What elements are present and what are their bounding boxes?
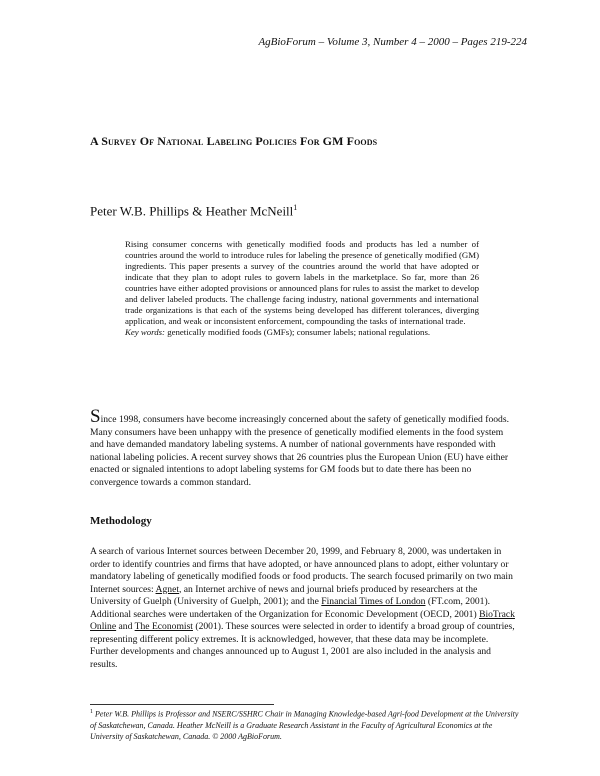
abstract	[125, 239, 479, 338]
footnote-marker: 1	[90, 709, 93, 715]
methodology-text-5: (2001). These sources were selected in order to identify a broad group of countries, representing different policy extremes. It is acknowledged, however, that these data may be incomplete. Further developments and changes announced up to August 1, 2001 are also included in the analysis and results.	[90, 621, 515, 670]
abstract-text: Rising consumer concerns with genetically modified foods and products has led a number of countries around the world to introduce rules for labeling the presence of genetically modified (GM) ingredients. This paper presents a survey of the countries around the world that have adopted or indicate that they plan to adopt rules to govern labels in the marketplace. So far, more than 26 countries have either adopted provisions or announced plans for rules to assist the market to develop and deliver labeled products. The challenge facing industry, national governments and international trade organizations is that each of the systems being developed has different tolerances, diverging application, and weak or inconsistent enforcement, compounding the tasks of international trade.	[125, 239, 479, 326]
intro-paragraph	[90, 406, 518, 490]
biotrack-link[interactable]: BioTrack Online	[90, 608, 515, 632]
journal-header: AgBioForum – Volume 3, Number 4 – 2000 – Pages 219-224	[258, 36, 527, 48]
financial-times-link[interactable]: Financial Times of London	[321, 596, 426, 607]
keywords	[125, 327, 479, 338]
intro-text: ince 1998, consumers have become increasingly concerned about the safety of genetically modified foods. Many consumers have been unhappy with the presence of genetically modified elements in the food system and have demanded mandatory labeling systems. A number of national governments have responded with national labeling policies. A recent survey shows that 26 countries plus the European Union (EU) have either enacted or signaled intentions to adopt labeling systems for GM foods but to date there has been no convergence towards a common standard.	[90, 414, 509, 488]
footnote-divider	[90, 704, 274, 705]
drop-cap: S	[90, 406, 101, 427]
paper-title: A Survey Of National Labeling Policies For GM Foods	[90, 134, 378, 148]
economist-link[interactable]: The Economist	[134, 621, 193, 632]
keywords-label: Key words:	[125, 327, 165, 337]
footnote-text: Peter W.B. Phillips is Professor and NSERC/SSHRC Chair in Managing Knowledge-based Agri-food Development at the University of Saskatchewan, Canada. Heather McNeill is a Graduate Research Assistant in the Faculty of Agricultural Economics at the University of Saskatchewan, Canada. © 2000 AgBioForum.	[90, 709, 519, 741]
keywords-text: genetically modified foods (GMFs); consumer labels; national regulations.	[167, 327, 431, 337]
author-line	[90, 203, 297, 219]
author-footnote-marker: 1	[293, 203, 298, 212]
methodology-heading: Methodology	[90, 515, 152, 527]
agnet-link[interactable]: Agnet	[155, 583, 179, 595]
methodology-text-3: (FT.com, 2001). Additional searches were undertaken of the Organization for Economic Development (OECD, 2001)	[90, 596, 491, 620]
methodology-text-4: and	[118, 621, 133, 632]
methodology-text-1: A search of various Internet sources between December 20, 1999, and February 8, 2000, was undertaken in order to identify countries and firms that have adopted, or have announced plans to adopt, either voluntary or mandatory labeling of genetically modified foods or food products. The search focused primarily on two main Internet sources:	[90, 546, 513, 595]
methodology-text-2: , an Internet archive of news and journal briefs produced by researchers at the University of Guelph (University of Guelph, 2001); and the	[90, 583, 478, 607]
author-names: Peter W.B. Phillips & Heather McNeill	[90, 203, 294, 219]
methodology-paragraph	[90, 546, 518, 671]
footnote	[90, 707, 522, 742]
